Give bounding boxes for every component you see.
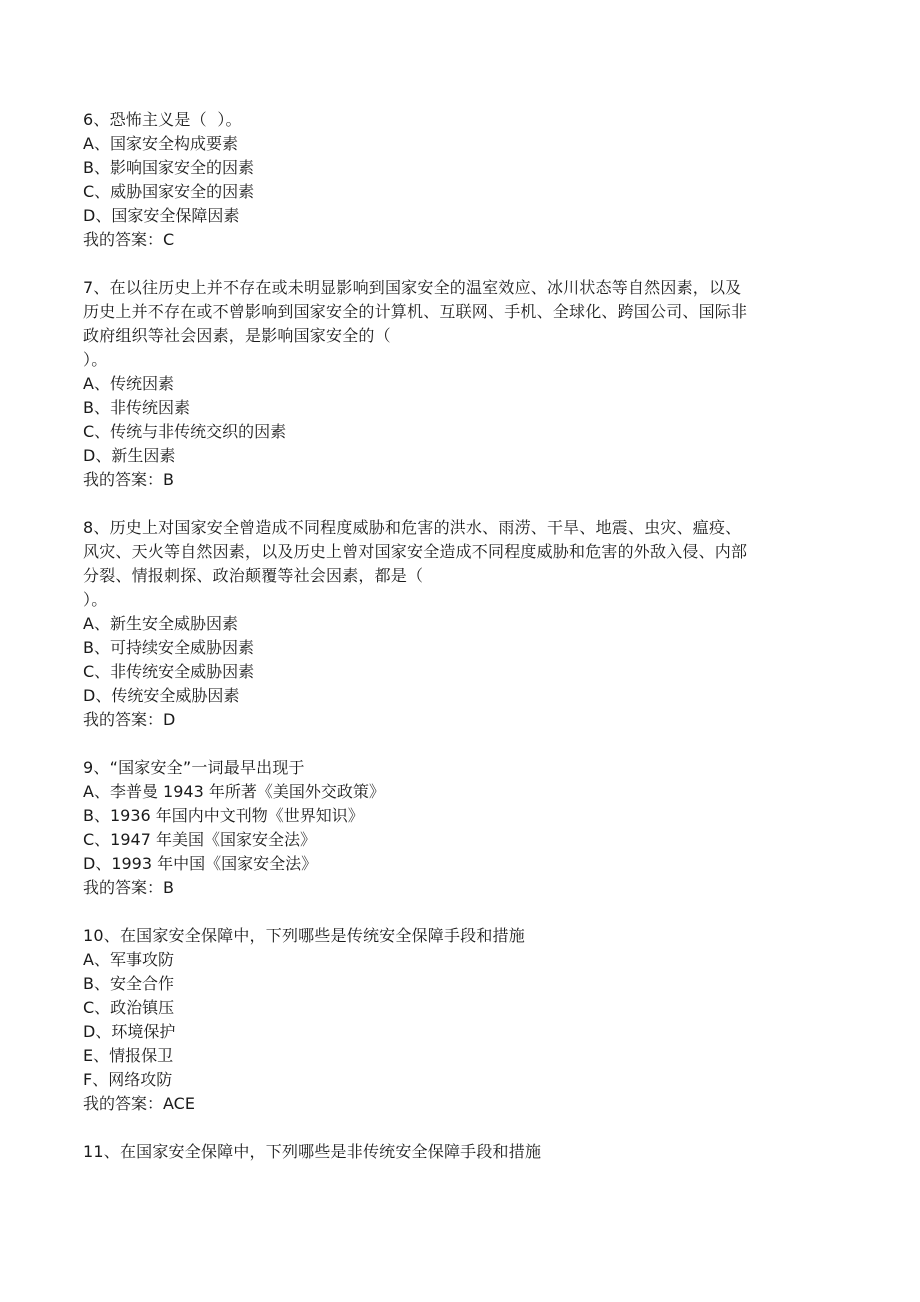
- question-stem-line: ）。: [83, 590, 108, 609]
- question-stem-line: ）。: [83, 350, 108, 369]
- option-c: C、非传统安全威胁因素: [83, 662, 255, 681]
- option-b: B、非传统因素: [83, 398, 190, 417]
- option-c: C、政治镇压: [83, 998, 175, 1017]
- document-page: [83, 108, 843, 1188]
- option-c: C、传统与非传统交织的因素: [83, 422, 287, 441]
- option-e: E、情报保卫: [83, 1046, 174, 1065]
- my-answer: 我的答案：D: [83, 710, 176, 729]
- question-stem-line: 8、历史上对国家安全曾造成不同程度威胁和危害的洪水、雨涝、干旱、地震、虫灾、瘟疫、: [83, 518, 742, 537]
- option-d: D、新生因素: [83, 446, 176, 465]
- question-stem-line: 分裂、情报刺探、政治颠覆等社会因素，都是（: [83, 566, 424, 585]
- question-9: [83, 756, 843, 900]
- question-stem-line: 6、恐怖主义是（ ）。: [83, 110, 242, 129]
- option-a: A、传统因素: [83, 374, 174, 393]
- my-answer: 我的答案：C: [83, 230, 175, 249]
- option-a: A、国家安全构成要素: [83, 134, 238, 153]
- option-a: A、新生安全威胁因素: [83, 614, 238, 633]
- question-11: [83, 1140, 843, 1164]
- question-stem-line: 10、在国家安全保障中，下列哪些是传统安全保障手段和措施: [83, 926, 525, 945]
- option-d: D、传统安全威胁因素: [83, 686, 240, 705]
- option-b: B、安全合作: [83, 974, 174, 993]
- question-stem-line: 7、在以往历史上并不存在或未明显影响到国家安全的温室效应、冰川状态等自然因素，以及: [83, 278, 742, 297]
- question-stem-line: 历史上并不存在或不曾影响到国家安全的计算机、互联网、手机、全球化、跨国公司、国际非: [83, 302, 748, 321]
- option-b: B、可持续安全威胁因素: [83, 638, 254, 657]
- question-8: [83, 516, 843, 732]
- question-stem-line: 风灾、天火等自然因素，以及历史上曾对国家安全造成不同程度威胁和危害的外敌入侵、内部: [83, 542, 748, 561]
- option-a: A、军事攻防: [83, 950, 174, 969]
- my-answer: 我的答案：B: [83, 878, 174, 897]
- option-b: B、1936 年国内中文刊物《世界知识》: [83, 806, 364, 825]
- option-d: D、国家安全保障因素: [83, 206, 240, 225]
- question-stem-line: 11、在国家安全保障中，下列哪些是非传统安全保障手段和措施: [83, 1142, 542, 1161]
- option-c: C、威胁国家安全的因素: [83, 182, 255, 201]
- question-10: [83, 924, 843, 1116]
- question-stem-line: 9、“国家安全”一词最早出现于: [83, 758, 305, 777]
- question-7: [83, 276, 843, 492]
- option-f: F、网络攻防: [83, 1070, 173, 1089]
- option-d: D、环境保护: [83, 1022, 176, 1041]
- option-c: C、1947 年美国《国家安全法》: [83, 830, 316, 849]
- option-b: B、影响国家安全的因素: [83, 158, 254, 177]
- question-6: [83, 108, 843, 252]
- question-stem-line: 政府组织等社会因素，是影响国家安全的（: [83, 326, 391, 345]
- option-d: D、1993 年中国《国家安全法》: [83, 854, 318, 873]
- option-a: A、李普曼 1943 年所著《美国外交政策》: [83, 782, 385, 801]
- my-answer: 我的答案：B: [83, 470, 174, 489]
- my-answer: 我的答案：ACE: [83, 1094, 195, 1113]
